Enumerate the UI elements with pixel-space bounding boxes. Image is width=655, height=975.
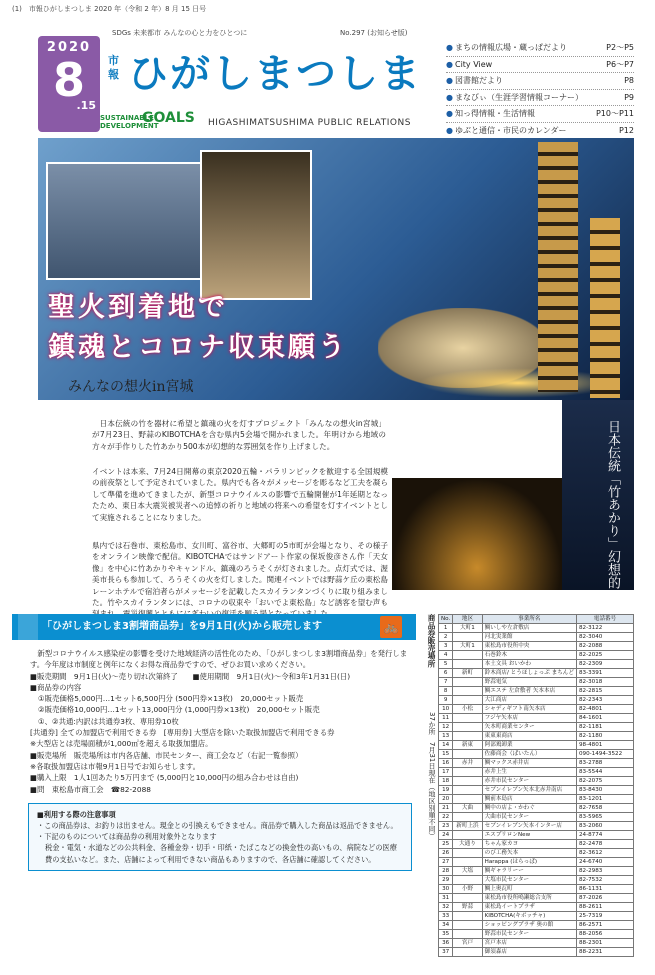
store-number: 33 bbox=[439, 912, 453, 921]
store-name: 野蒜市民センター bbox=[482, 930, 576, 939]
store-number: 11 bbox=[439, 714, 453, 723]
article-paragraph: 県内では石巻市、東松島市、女川町、富谷市、大郷町の5市町が会場となり、その様子をオンライン映像で配信。KIBOTCHAではサンドアート作家の保坂俊彦さん作「天女像」を中心に竹あかりやキャンドル、鎮魂のろうそくが灯されました。点灯式では、渥美市長らも参加して、ろうそくの火を灯しました。関連イベントでは野蒜ケ丘の東松島レーンホテルで宿泊者らがメッセージを記載したスカイランタンづくりに取り組みました。竹やスカイランタンには、コロナの収束や「おいでよ東松島」など誘客を望む声も bbox=[92, 541, 388, 608]
article-paragraph: イベントは本来、7月24日開幕の東京2020五輪・パラリンピックを歓迎する全国規模の前夜祭として予定されていました。県内でも各々がメッセージを彫るなど工夫を凝らして準備を進めてきましたが、新型コロナウイルスの影響で五輪開催が1年延期となったため、東日本大震災被災者への追悼の祈りと地域の将来への希望を灯すイベントとして実施されることになりました。 bbox=[92, 467, 388, 522]
headline-line: 聖火到着地で bbox=[48, 292, 228, 323]
store-name: 大江商店 bbox=[482, 696, 576, 705]
store-number: 22 bbox=[439, 813, 453, 822]
store-name: 御須森店 bbox=[482, 948, 576, 957]
table-header-row bbox=[439, 615, 634, 624]
store-number: 30 bbox=[439, 885, 453, 894]
store-phone: 82-2983 bbox=[576, 867, 633, 876]
store-phone: 82-3122 bbox=[576, 624, 633, 633]
notice-item: 税金・電気・水道などの公共料金、各種金券・切手・印紙・たばこなどの換金性の高いもの、病院などの医療費の支払いなど。また、店舗によって利用できない商品もありますので、各店舗に確認してください。 bbox=[45, 843, 397, 864]
store-number: 18 bbox=[439, 777, 453, 786]
store-name: セブンイレブン矢本インター店 bbox=[482, 822, 576, 831]
store-district: 小松 bbox=[453, 705, 482, 714]
store-number: 3 bbox=[439, 642, 453, 651]
store-district: 大町1 bbox=[453, 624, 482, 633]
voucher-intro: 新型コロナウイルス感染症の影響を受けた地域経済の活性化のため、「ひがしまつしま3割増商品券」を発行します。今年度は市制度と例年になくお得な商品券ですので、ぜひお買い求めください。 bbox=[30, 649, 408, 670]
city-label: 市報 bbox=[108, 54, 119, 81]
store-district bbox=[453, 849, 482, 858]
toc-label: ゆぶと通信・市民のカレンダー bbox=[454, 125, 567, 135]
column-header: 電話番号 bbox=[576, 615, 633, 624]
store-number: 4 bbox=[439, 651, 453, 660]
table-row bbox=[439, 642, 634, 651]
table-row bbox=[439, 876, 634, 885]
store-phone: 86-2571 bbox=[576, 921, 633, 930]
toc-label: 図書館だより bbox=[454, 76, 503, 85]
store-number: 25 bbox=[439, 840, 453, 849]
store-name: エスプリロンNew bbox=[482, 831, 576, 840]
store-phone: 82-2343 bbox=[576, 696, 633, 705]
store-number: 5 bbox=[439, 660, 453, 669]
store-name: 河北実業館 bbox=[482, 633, 576, 642]
bullet-icon: ● bbox=[446, 59, 453, 69]
store-name: セブンイレブン矢本北赤井南店 bbox=[482, 786, 576, 795]
store-district bbox=[453, 678, 482, 687]
store-name: 赤井上生 bbox=[482, 768, 576, 777]
store-phone: 86-1131 bbox=[576, 885, 633, 894]
table-row bbox=[439, 867, 634, 876]
store-phone: 82-3612 bbox=[576, 849, 633, 858]
store-name: 野蒜電気 bbox=[482, 678, 576, 687]
store-number: 12 bbox=[439, 723, 453, 732]
table-row bbox=[439, 795, 634, 804]
article-body-2 bbox=[92, 466, 388, 523]
store-number: 15 bbox=[439, 750, 453, 759]
store-district: 宮戸 bbox=[453, 939, 482, 948]
usage-notice bbox=[28, 803, 412, 871]
table-row bbox=[439, 804, 634, 813]
store-phone: 82-2075 bbox=[576, 777, 633, 786]
table-row bbox=[439, 750, 634, 759]
table-row bbox=[439, 714, 634, 723]
store-phone: 82-2088 bbox=[576, 642, 633, 651]
toc-item[interactable] bbox=[446, 57, 634, 74]
store-name: 鈴木商店/ とうほしょっぷ まちんど bbox=[482, 669, 576, 678]
table-of-contents bbox=[446, 40, 634, 139]
store-number: 2 bbox=[439, 633, 453, 642]
event-photo-people bbox=[46, 162, 206, 280]
store-name: 阿部鶏卸業 bbox=[482, 741, 576, 750]
table-row bbox=[439, 921, 634, 930]
store-phone: 98-4801 bbox=[576, 741, 633, 750]
store-phone: 83-5965 bbox=[576, 813, 633, 822]
store-phone: 83-1201 bbox=[576, 795, 633, 804]
hero-headline bbox=[48, 288, 348, 368]
store-number: 16 bbox=[439, 759, 453, 768]
store-number: 23 bbox=[439, 822, 453, 831]
store-number: 13 bbox=[439, 732, 453, 741]
table-row bbox=[439, 777, 634, 786]
sdgs-logo bbox=[100, 110, 195, 130]
hero-image bbox=[38, 138, 634, 400]
store-name: Harappa (はらっぱ) bbox=[482, 858, 576, 867]
event-photo-lanterns bbox=[200, 150, 312, 300]
sdgs-line2: DEVELOPMENT bbox=[100, 122, 159, 130]
page-header-line: (1) 市報ひがしまつしま 2020 年（令和 2 年）8 月 15 日号 bbox=[12, 5, 207, 13]
toc-item[interactable] bbox=[446, 90, 634, 107]
store-district bbox=[453, 768, 482, 777]
store-name: ショッピングプラザ 奥の館 bbox=[482, 921, 576, 930]
table-row bbox=[439, 696, 634, 705]
voucher-limit: ■購入上限 1人1回あたり5万円まで (5,000円と10,000円の組み合わせは自由) bbox=[30, 773, 299, 783]
voucher-option-1: ①販売価格5,000円…1セット6,500円分 (500円券×13枚) 20,000セット販売 bbox=[38, 694, 304, 704]
store-district: 新東 bbox=[453, 741, 482, 750]
table-row bbox=[439, 768, 634, 777]
table-row bbox=[439, 678, 634, 687]
store-district bbox=[453, 786, 482, 795]
table-row bbox=[439, 813, 634, 822]
store-name: 東松島イートプラザ bbox=[482, 903, 576, 912]
masthead-title: ひがしまつしま bbox=[128, 51, 422, 97]
column-header: 事業所名 bbox=[482, 615, 576, 624]
store-district: 野蒜 bbox=[453, 903, 482, 912]
store-district bbox=[453, 732, 482, 741]
toc-label: まなびぃ（生涯学習情報コーナー） bbox=[454, 92, 583, 102]
voucher-sales-period: ■販売期間 9月1日(火)～売り切れ次第終了 ■使用期間 9月1日(火)～令和3年1月31日(日) bbox=[30, 671, 351, 681]
toc-page: P9 bbox=[624, 92, 634, 102]
store-name: 鯛マックス赤井店 bbox=[482, 759, 576, 768]
store-number: 28 bbox=[439, 867, 453, 876]
table-row bbox=[439, 741, 634, 750]
bicycle-icon: 🚲 bbox=[380, 616, 402, 638]
store-name: 本土文具 おいかわ bbox=[482, 660, 576, 669]
voucher-contact: ■問 東松島市商工会 ☎82-2088 bbox=[30, 784, 151, 794]
store-number: 20 bbox=[439, 795, 453, 804]
heading-accent bbox=[18, 614, 38, 640]
store-number: 7 bbox=[439, 678, 453, 687]
english-title: HIGASHIMATSUSHIMA PUBLIC RELATIONS bbox=[208, 118, 411, 128]
bullet-icon: ● bbox=[446, 125, 453, 135]
store-number: 21 bbox=[439, 804, 453, 813]
store-district: 大町1 bbox=[453, 642, 482, 651]
store-name: 東松島市役所中央 bbox=[482, 642, 576, 651]
store-phone: 88-2231 bbox=[576, 948, 633, 957]
issue-month: 8 bbox=[52, 53, 85, 107]
store-number: 26 bbox=[439, 849, 453, 858]
store-phone: 090-1494-3522 bbox=[576, 750, 633, 759]
table-row bbox=[439, 858, 634, 867]
store-phone: 82-2309 bbox=[576, 660, 633, 669]
tagline: SDGs 未来都市 みんなの心と力をひとつに bbox=[112, 29, 248, 37]
table-row bbox=[439, 912, 634, 921]
store-district bbox=[453, 921, 482, 930]
store-district: 新町上浜 bbox=[453, 822, 482, 831]
store-phone: 82-2025 bbox=[576, 651, 633, 660]
store-name: 鯛前本島店 bbox=[482, 795, 576, 804]
store-number: 14 bbox=[439, 741, 453, 750]
store-name: 鯛いしや左倉敷店 bbox=[482, 624, 576, 633]
store-district bbox=[453, 912, 482, 921]
store-district bbox=[453, 777, 482, 786]
toc-item[interactable] bbox=[446, 40, 634, 57]
store-phone: 82-3040 bbox=[576, 633, 633, 642]
voucher-breakdown: ①、②共通:内訳は共通券3枚、専用券10枚 bbox=[38, 716, 179, 726]
candle-glow bbox=[418, 368, 618, 398]
table-row bbox=[439, 948, 634, 957]
store-phone: 83-2060 bbox=[576, 822, 633, 831]
table-row bbox=[439, 849, 634, 858]
store-district: 大通り bbox=[453, 840, 482, 849]
store-district: 大塩 bbox=[453, 867, 482, 876]
bamboo-tower bbox=[590, 218, 620, 398]
store-district bbox=[453, 948, 482, 957]
store-name: 東松島市役所鳴瀬総合支所 bbox=[482, 894, 576, 903]
store-number: 6 bbox=[439, 669, 453, 678]
store-district bbox=[453, 876, 482, 885]
toc-page: P10～P11 bbox=[595, 109, 634, 118]
store-number: 31 bbox=[439, 894, 453, 903]
store-phone: 84-1601 bbox=[576, 714, 633, 723]
table-row bbox=[439, 894, 634, 903]
table-row bbox=[439, 831, 634, 840]
store-district bbox=[453, 651, 482, 660]
hero-subtitle: みんなの想火in宮城 bbox=[68, 379, 194, 395]
table-row bbox=[439, 786, 634, 795]
table-row bbox=[439, 822, 634, 831]
issue-day: .15 bbox=[76, 99, 96, 112]
bullet-icon: ● bbox=[446, 92, 453, 102]
night-lantern-photo bbox=[392, 478, 562, 590]
store-name: 鯛ギャラリーー bbox=[482, 867, 576, 876]
table-row bbox=[439, 732, 634, 741]
store-phone: 24-6740 bbox=[576, 858, 633, 867]
bamboo-tower bbox=[538, 142, 578, 392]
sdgs-goals: GOALS bbox=[142, 110, 195, 126]
store-name: KIBOTCHA(キボッチャ) bbox=[482, 912, 576, 921]
store-district bbox=[453, 858, 482, 867]
store-number: 36 bbox=[439, 939, 453, 948]
voucher-section bbox=[12, 614, 416, 950]
table-row bbox=[439, 903, 634, 912]
store-name: のび工務矢本 bbox=[482, 849, 576, 858]
issue-date-badge bbox=[38, 36, 100, 132]
toc-item[interactable] bbox=[446, 73, 634, 90]
store-name: ちゃん家カヨ bbox=[482, 840, 576, 849]
voucher-note: ※大型店とは売場面積が1,000㎡を超える取扱加盟店。 bbox=[30, 739, 213, 749]
toc-item[interactable] bbox=[446, 123, 634, 140]
table-row bbox=[439, 660, 634, 669]
store-phone: 24-8774 bbox=[576, 831, 633, 840]
voucher-types: [共通券] 全ての加盟店で利用できる券 [専用券] 大型店を除いた取扱加盟店で利用できる券 bbox=[30, 728, 335, 738]
store-number: 17 bbox=[439, 768, 453, 777]
headline-line: 鎮魂とコロナ収束願う bbox=[48, 332, 348, 363]
store-name: シャディギフト南矢本店 bbox=[482, 705, 576, 714]
toc-label: 知っ得情報・生活情報 bbox=[454, 109, 535, 118]
store-name: 宮戸本店 bbox=[482, 939, 576, 948]
issue-number: No.297 (お知らせ版) bbox=[340, 29, 408, 37]
store-phone: 82-3018 bbox=[576, 678, 633, 687]
article-paragraph: 日本伝統の竹を器材に希望と鎮魂の火を灯すプロジェクト「みんなの想火in宮城」が7月23日、野蒜のKIBOTCHAを含む県内5会場で開かれました。年明けから地域の方々が手作りした竹あかり500本が幻想的な雰囲気を作り上げました。 bbox=[92, 419, 386, 451]
store-number: 34 bbox=[439, 921, 453, 930]
store-number: 35 bbox=[439, 930, 453, 939]
voucher-heading bbox=[12, 614, 416, 640]
toc-page: P6～P7 bbox=[606, 59, 634, 69]
stores-subtitle: 37か所 7月31日現在（地区別順不同） bbox=[428, 712, 436, 840]
article-body bbox=[92, 418, 386, 452]
store-district: 新町 bbox=[453, 669, 482, 678]
bullet-icon: ● bbox=[446, 76, 453, 85]
notice-title: ■利用する際の注意事項 bbox=[37, 809, 116, 819]
store-number: 9 bbox=[439, 696, 453, 705]
store-district bbox=[453, 795, 482, 804]
store-number: 32 bbox=[439, 903, 453, 912]
store-number: 37 bbox=[439, 948, 453, 957]
store-name: 東東東商店 bbox=[482, 732, 576, 741]
vertical-caption: 日本伝統「竹あかり」幻想的に bbox=[605, 420, 620, 602]
voucher-option-2: ②販売価格10,000円…1セット13,000円分 (1,000円券×13枚) 20,000セット販売 bbox=[38, 705, 320, 715]
table-row bbox=[439, 939, 634, 948]
store-name: 鯛中の店よ・かわぐ bbox=[482, 804, 576, 813]
table-row bbox=[439, 669, 634, 678]
notice-item: ・下記のものについては商品券の利用対象外となります bbox=[37, 832, 217, 842]
store-name: 鯛上奥瓦町 bbox=[482, 885, 576, 894]
toc-label: City View bbox=[454, 59, 493, 69]
table-row bbox=[439, 633, 634, 642]
voucher-place-note: ※各取扱加盟店は市報9月1日号でお知らせします。 bbox=[30, 761, 200, 771]
table-row bbox=[439, 930, 634, 939]
store-number: 8 bbox=[439, 687, 453, 696]
column-header: 地区 bbox=[453, 615, 482, 624]
toc-label: まちの情報広場・蔵っぱだより bbox=[454, 43, 567, 52]
store-number: 29 bbox=[439, 876, 453, 885]
table-row bbox=[439, 840, 634, 849]
article-body-3 bbox=[92, 540, 388, 620]
store-district bbox=[453, 750, 482, 759]
store-name: 佐藤商会（ぱいたん） bbox=[482, 750, 576, 759]
store-phone: 83-2788 bbox=[576, 759, 633, 768]
store-district bbox=[453, 831, 482, 840]
notice-item: ・この商品券は、お釣りは出ません。現金との引換えもできません。商品券で購入した商品は返品できません。 bbox=[37, 821, 398, 831]
store-number: 19 bbox=[439, 786, 453, 795]
table-row bbox=[439, 759, 634, 768]
table-row bbox=[439, 624, 634, 633]
store-phone: 82-1180 bbox=[576, 732, 633, 741]
store-phone: 83-5544 bbox=[576, 768, 633, 777]
store-phone: 88-2056 bbox=[576, 930, 633, 939]
store-number: 24 bbox=[439, 831, 453, 840]
store-district: 大曲 bbox=[453, 804, 482, 813]
store-district bbox=[453, 930, 482, 939]
issue-year: 2020 bbox=[46, 40, 92, 55]
store-name: 大曲市民センター bbox=[482, 813, 576, 822]
toc-page: P8 bbox=[624, 76, 634, 85]
store-name: 赤井市民センター bbox=[482, 777, 576, 786]
store-district bbox=[453, 696, 482, 705]
store-district bbox=[453, 723, 482, 732]
store-district: 小野 bbox=[453, 885, 482, 894]
store-phone: 88-2301 bbox=[576, 939, 633, 948]
store-phone: 82-2815 bbox=[576, 687, 633, 696]
store-phone: 25-7319 bbox=[576, 912, 633, 921]
table-row bbox=[439, 687, 634, 696]
column-header: No. bbox=[439, 615, 453, 624]
table-row bbox=[439, 651, 634, 660]
store-name: フジヤ矢本店 bbox=[482, 714, 576, 723]
store-phone: 83-3391 bbox=[576, 669, 633, 678]
store-name: 鯛エステ 左倉敷者 矢本本店 bbox=[482, 687, 576, 696]
bullet-icon: ● bbox=[446, 43, 453, 52]
store-phone: 82-4801 bbox=[576, 705, 633, 714]
bullet-icon: ● bbox=[446, 109, 453, 118]
voucher-title: 「ひがしまつしま3割増商品券」を9月1日(火)から販売します bbox=[42, 621, 323, 632]
sdgs-line1: SUSTAINABLE bbox=[100, 114, 154, 122]
store-name: 矢本町商業センター bbox=[482, 723, 576, 732]
toc-page: P2～P5 bbox=[606, 43, 634, 52]
voucher-body bbox=[12, 640, 416, 795]
store-district: 赤井 bbox=[453, 759, 482, 768]
store-number: 27 bbox=[439, 858, 453, 867]
store-district bbox=[453, 633, 482, 642]
stores-table bbox=[438, 614, 634, 957]
store-name: 石巻鈴木 bbox=[482, 651, 576, 660]
store-district bbox=[453, 660, 482, 669]
store-phone: 82-7532 bbox=[576, 876, 633, 885]
store-phone: 82-2478 bbox=[576, 840, 633, 849]
table-row bbox=[439, 705, 634, 714]
store-name: 大塩市民センター bbox=[482, 876, 576, 885]
store-phone: 82-7658 bbox=[576, 804, 633, 813]
store-number: 10 bbox=[439, 705, 453, 714]
store-phone: 83-8430 bbox=[576, 786, 633, 795]
toc-page: P12 bbox=[618, 125, 634, 135]
voucher-place: ■販売場所 販売場所は市内各店舗、市民センター、商工会など（右記一覧参照） bbox=[30, 750, 303, 760]
stores-title: 商品券販売場所 bbox=[427, 614, 436, 668]
table-row bbox=[439, 885, 634, 894]
store-district bbox=[453, 813, 482, 822]
store-district bbox=[453, 687, 482, 696]
voucher-content-heading: ■商品券の内容 bbox=[30, 682, 82, 692]
table-row bbox=[439, 723, 634, 732]
store-phone: 88-2611 bbox=[576, 903, 633, 912]
toc-item[interactable] bbox=[446, 106, 634, 123]
store-number: 1 bbox=[439, 624, 453, 633]
store-district bbox=[453, 714, 482, 723]
store-district bbox=[453, 894, 482, 903]
store-phone: 82-1181 bbox=[576, 723, 633, 732]
store-phone: 87-2026 bbox=[576, 894, 633, 903]
